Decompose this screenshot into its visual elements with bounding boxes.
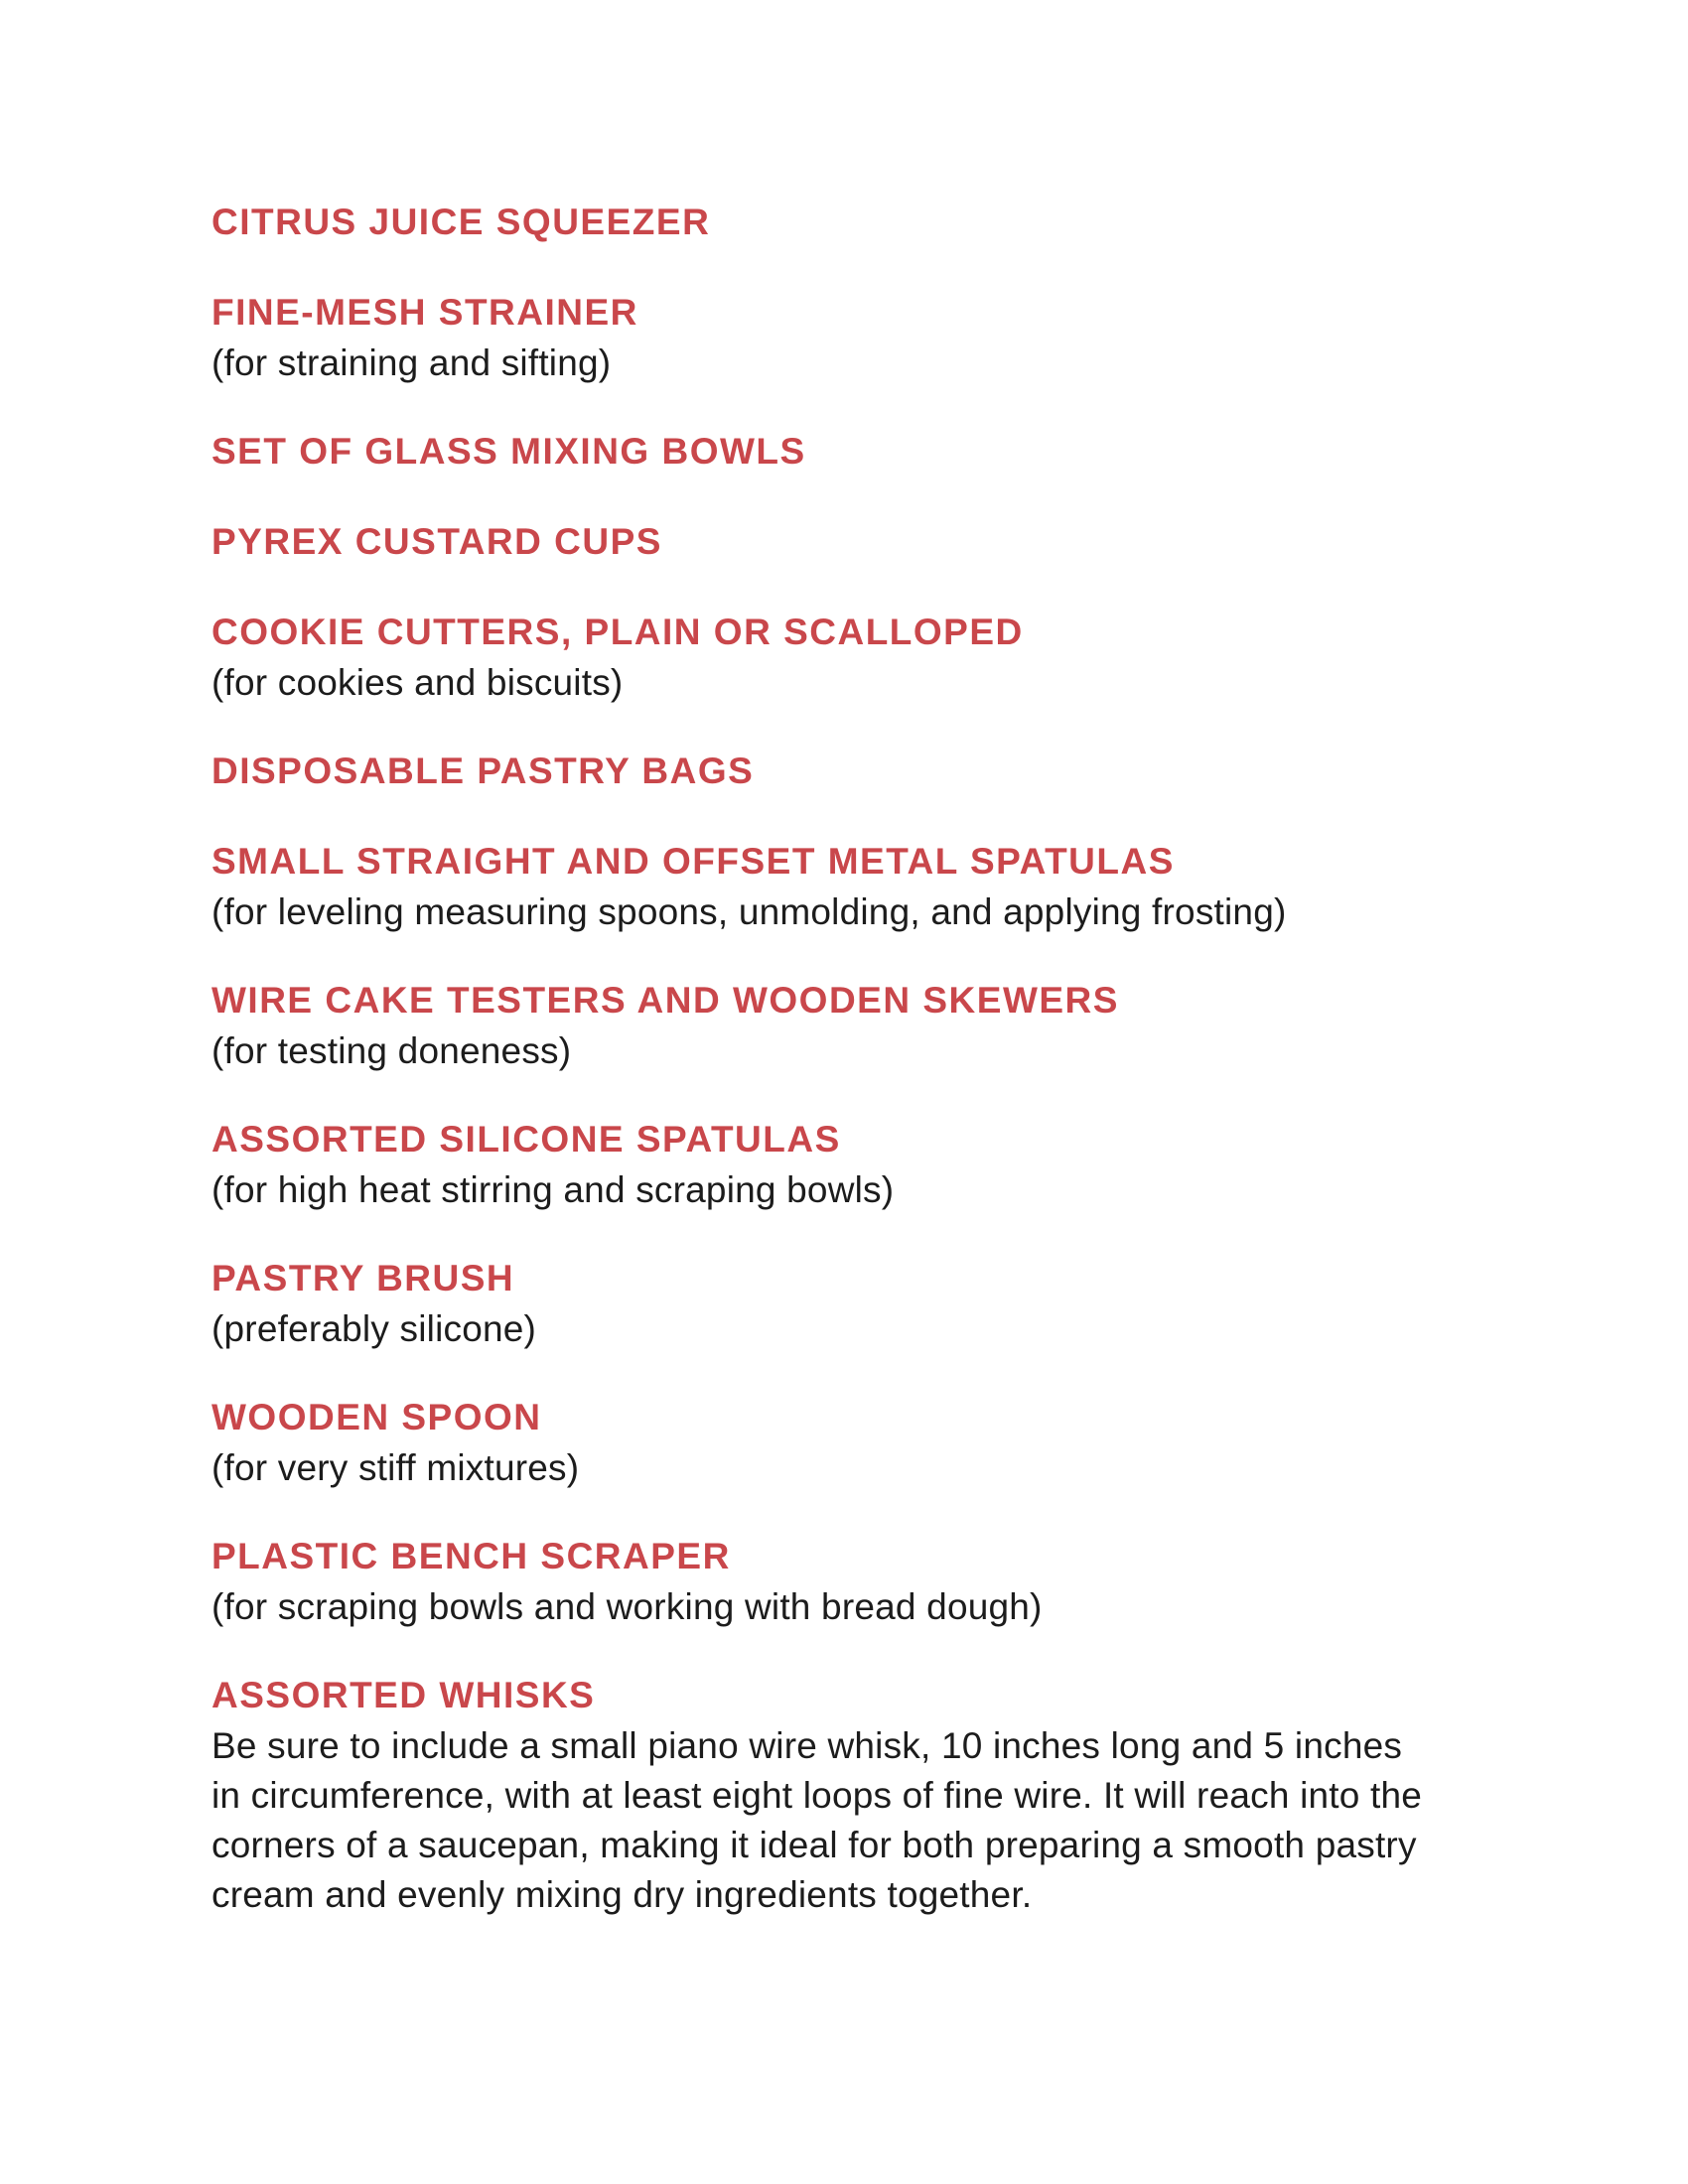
item-description: (for cookies and biscuits) (211, 662, 624, 703)
item-title: PYREX CUSTARD CUPS (211, 521, 662, 562)
list-item-fine-mesh-strainer (211, 287, 1502, 388)
item-title: SMALL STRAIGHT AND OFFSET METAL SPATULAS (211, 841, 1175, 882)
item-title: CITRUS JUICE SQUEEZER (211, 202, 711, 242)
list-item-disposable-pastry-bags (211, 746, 1502, 797)
item-title: ASSORTED WHISKS (211, 1675, 596, 1715)
item-description: (for leveling measuring spoons, unmolding, and applying frosting) (211, 891, 1287, 932)
item-description: (for high heat stirring and scraping bowls) (211, 1169, 895, 1210)
list-item-cake-testers-skewers (211, 975, 1502, 1076)
item-title: WIRE CAKE TESTERS AND WOODEN SKEWERS (211, 980, 1119, 1021)
list-item-bench-scraper (211, 1531, 1502, 1632)
item-title: COOKIE CUTTERS, PLAIN OR SCALLOPED (211, 612, 1024, 652)
item-title: WOODEN SPOON (211, 1397, 542, 1437)
equipment-list (211, 197, 1502, 1958)
list-item-pyrex-custard-cups (211, 516, 1502, 568)
list-item-cookie-cutters (211, 607, 1502, 708)
item-description: Be sure to include a small piano wire whisk, 10 inches long and 5 inches in circumference, with at least eight loops of fine wire. It will reach into the corners of a saucepan, making it ideal for both preparing a smooth pastry cream and evenly mixing dry ingredients together. (211, 1725, 1423, 1915)
list-item-assorted-whisks (211, 1670, 1502, 1920)
item-description: (for very stiff mixtures) (211, 1447, 580, 1488)
list-item-glass-mixing-bowls (211, 426, 1502, 478)
list-item-pastry-brush (211, 1253, 1502, 1354)
list-item-metal-spatulas (211, 836, 1502, 937)
item-description: (for testing doneness) (211, 1030, 572, 1071)
item-title: PASTRY BRUSH (211, 1258, 515, 1298)
item-title: DISPOSABLE PASTRY BAGS (211, 751, 755, 791)
item-title: FINE-MESH STRAINER (211, 292, 638, 333)
item-title: PLASTIC BENCH SCRAPER (211, 1536, 731, 1576)
item-title: ASSORTED SILICONE SPATULAS (211, 1119, 841, 1160)
list-item-wooden-spoon (211, 1392, 1502, 1493)
item-description: (for straining and sifting) (211, 342, 612, 383)
item-description: (for scraping bowls and working with bread dough) (211, 1586, 1043, 1627)
list-item-citrus-juice-squeezer (211, 197, 1502, 248)
item-description: (preferably silicone) (211, 1308, 537, 1349)
item-title: SET OF GLASS MIXING BOWLS (211, 431, 806, 472)
list-item-silicone-spatulas (211, 1114, 1502, 1215)
